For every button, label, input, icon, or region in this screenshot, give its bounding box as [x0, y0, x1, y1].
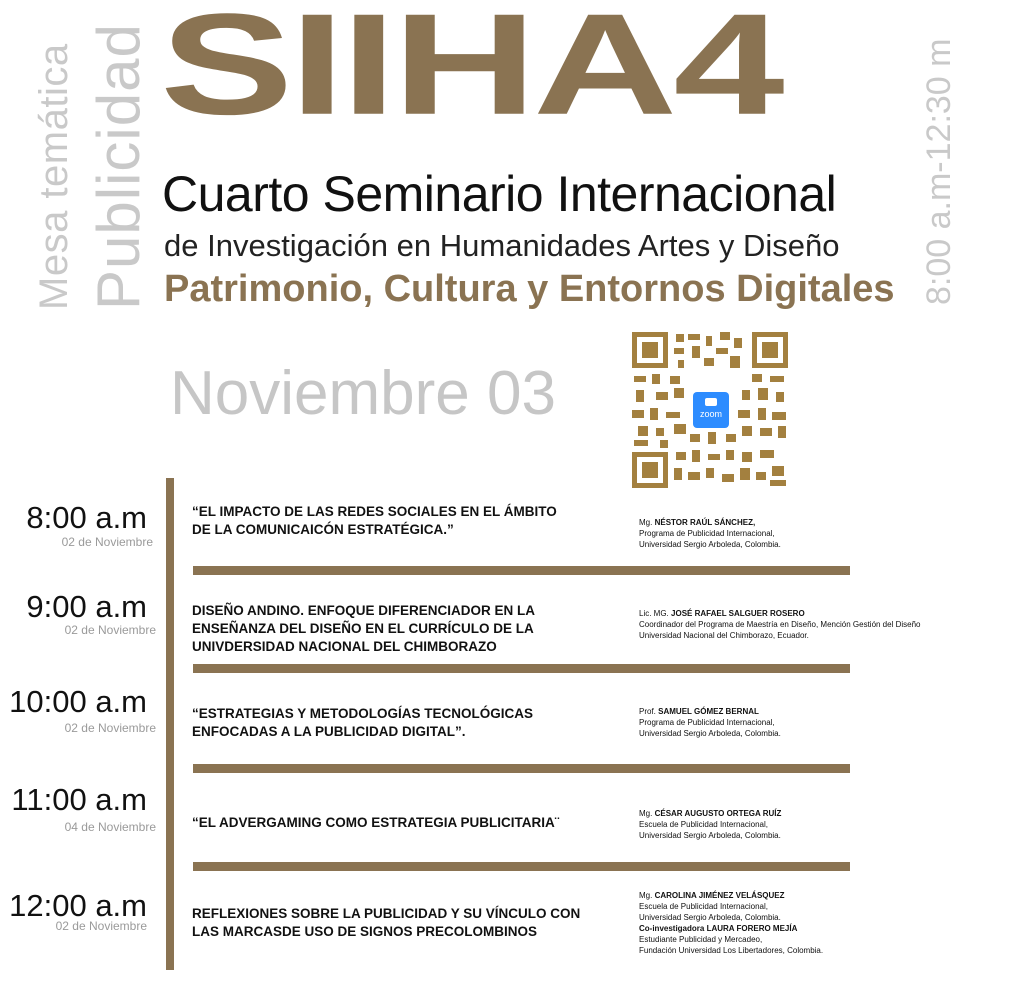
- zoom-label: zoom: [699, 409, 722, 419]
- talk-line: ENSEÑANZA DEL DISEÑO EN EL CURRÍCULO DE LA: [192, 621, 534, 636]
- speaker-affiliation: Universidad Sergio Arboleda, Colombia.: [639, 729, 781, 738]
- event-date: Noviembre 03: [170, 359, 556, 428]
- speaker-name-line: Mg. CÉSAR AUGUSTO ORTEGA RUÍZ: [639, 809, 782, 818]
- speaker-name-line: Lic. MG. JOSÉ RAFAEL SALGUER ROSERO: [639, 609, 805, 618]
- speaker-affiliation: Programa de Publicidad Internacional,: [639, 529, 775, 538]
- talk-title: [192, 602, 582, 656]
- day-label: 02 de Noviembre: [64, 623, 156, 637]
- row-divider: [193, 764, 850, 773]
- time-slot: 9:00 a.m: [26, 589, 147, 624]
- time-slot: 10:00 a.m: [9, 684, 147, 719]
- talk-title: [192, 705, 582, 741]
- speaker-affiliation: Escuela de Publicidad Internacional,: [639, 902, 768, 911]
- talk-line: REFLEXIONES SOBRE LA PUBLICIDAD Y SU VÍNCULO CON: [192, 906, 581, 921]
- day-label: 02 de Noviembre: [64, 721, 156, 735]
- row-divider: [193, 862, 850, 871]
- time-slot: 11:00 a.m: [11, 782, 147, 817]
- speaker-affiliation: Estudiante Publicidad y Mercadeo,: [639, 935, 763, 944]
- talk-line: LAS MARCASDE USO DE SIGNOS PRECOLOMBINOS: [192, 924, 538, 939]
- day-label: 04 de Noviembre: [64, 820, 156, 834]
- speaker-info: [639, 608, 959, 641]
- talk-title: [192, 905, 582, 941]
- speaker-name-line: Prof. SAMUEL GÓMEZ BERNAL: [639, 707, 759, 716]
- row-divider: [193, 566, 850, 575]
- talk-line: “ESTRATEGIAS Y METODOLOGÍAS TECNOLÓGICAS: [192, 706, 534, 721]
- event-title: Cuarto Seminario Internacional: [162, 166, 837, 222]
- speaker-affiliation: Universidad Sergio Arboleda, Colombia.: [639, 831, 781, 840]
- speaker-info: [639, 517, 959, 550]
- talk-line: UNIVDERSIDAD NACIONAL DEL CHIMBORAZO: [192, 639, 497, 654]
- event-theme: Patrimonio, Cultura y Entornos Digitales: [164, 268, 895, 310]
- row-divider: [193, 664, 850, 673]
- schedule-vertical-bar: [166, 478, 174, 970]
- talk-line: ENFOCADAS A LA PUBLICIDAD DIGITAL”.: [192, 724, 466, 739]
- talk-title: [192, 814, 582, 832]
- speaker-info: [639, 808, 959, 841]
- speaker-affiliation: Universidad Nacional del Chimborazo, Ecuador.: [639, 631, 809, 640]
- day-label: 02 de Noviembre: [61, 535, 153, 549]
- speaker-affiliation: Universidad Sergio Arboleda, Colombia.: [639, 913, 781, 922]
- speaker-name-line: Mg. CAROLINA JIMÉNEZ VELÁSQUEZ: [639, 891, 785, 900]
- siiha-logo: SIIHA4: [160, 0, 781, 130]
- speaker-info: [639, 706, 959, 739]
- speaker-name-line: Mg. NÉSTOR RAÚL SÁNCHEZ,: [639, 518, 756, 527]
- speaker-affiliation: Fundación Universidad Los Libertadores, Colombia.: [639, 946, 824, 955]
- event-subtitle: de Investigación en Humanidades Artes y Diseño: [164, 228, 840, 263]
- talk-title: [192, 503, 582, 539]
- talk-line: DISEÑO ANDINO. ENFOQUE DIFERENCIADOR EN LA: [192, 603, 536, 618]
- talk-line: DE LA COMUNICAICÓN ESTRATÉGICA.”: [192, 522, 454, 537]
- horario-label: 8:00 a.m-12:30 m: [920, 38, 958, 305]
- video-camera-icon: [705, 398, 717, 406]
- time-slot: 8:00 a.m: [26, 500, 147, 535]
- zoom-icon: [693, 392, 729, 428]
- speaker-affiliation: Escuela de Publicidad Internacional,: [639, 820, 768, 829]
- speaker2-name-line: Co-investigadora LAURA FORERO MEJÍA: [639, 924, 798, 933]
- talk-line: “EL IMPACTO DE LAS REDES SOCIALES EN EL ÁMBITO: [192, 504, 557, 519]
- speaker-affiliation: Coordinador del Programa de Maestría en Diseño, Mención Gestión del Diseño: [639, 620, 921, 629]
- mesa-tematica-label: Mesa temática: [32, 43, 76, 310]
- talk-line: “EL ADVERGAMING COMO ESTRATEGIA PUBLICITARIA¨: [192, 815, 560, 830]
- speaker-affiliation: Universidad Sergio Arboleda, Colombia.: [639, 540, 781, 549]
- speaker-affiliation: Programa de Publicidad Internacional,: [639, 718, 775, 727]
- time-slot: 12:00 a.m: [9, 888, 147, 923]
- day-label: 02 de Noviembre: [55, 919, 147, 933]
- tema-label: Publicidad: [85, 23, 152, 310]
- speaker-info: [639, 890, 959, 956]
- zoom-qr-code[interactable]: [630, 330, 790, 490]
- side-label: [28, 20, 152, 320]
